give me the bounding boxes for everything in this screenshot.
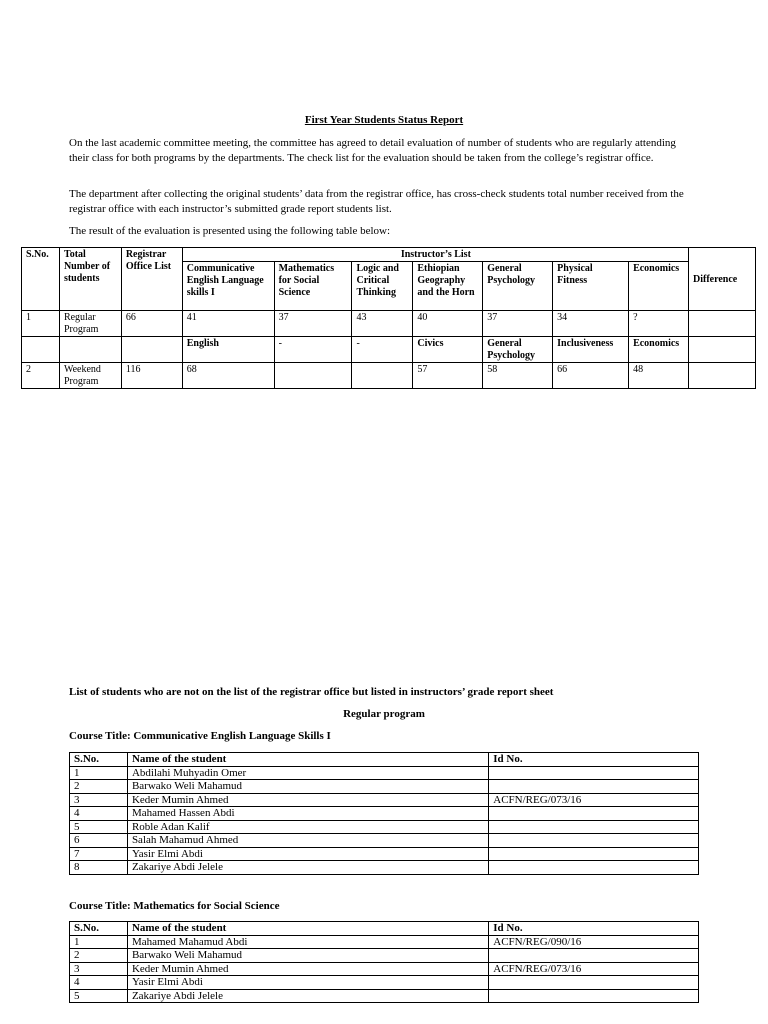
cell-value [274, 363, 352, 389]
cell-value: 34 [553, 311, 629, 337]
header-name: Name of the student [127, 922, 488, 936]
cell-sno: 3 [70, 962, 128, 976]
table-row [70, 793, 699, 807]
cell-id [489, 861, 699, 875]
cell-program: Regular Program [59, 311, 121, 337]
cell-name: Yasir Elmi Abdi [127, 847, 488, 861]
method-paragraph: The department after collecting the original students’ data from the registrar office, has cross-check students total number received from the registrar office with each instructor’s submitted grade report students list. [69, 188, 684, 215]
section-heading: List of students who are not on the list of the registrar office but listed in instructors’ grade report sheet [69, 686, 554, 698]
cell-registrar: 66 [121, 311, 182, 337]
cell-sno: 5 [70, 820, 128, 834]
cell-difference [689, 363, 756, 389]
header-sno: S.No. [70, 922, 128, 936]
course-header: Communicative English Language skills I [182, 262, 274, 311]
table-row [70, 935, 699, 949]
table-row [70, 861, 699, 875]
cell-value: 48 [629, 363, 689, 389]
table-row [70, 976, 699, 990]
cell-value: 37 [274, 311, 352, 337]
cell-name: Barwako Weli Mahamud [127, 780, 488, 794]
course-header: Mathematics for Social Science [274, 262, 352, 311]
cell-difference [689, 311, 756, 337]
cell-program: Weekend Program [59, 363, 121, 389]
cell-sno: 5 [70, 989, 128, 1003]
table-row [70, 807, 699, 821]
cell-value: 40 [413, 311, 483, 337]
cell-name: Barwako Weli Mahamud [127, 949, 488, 963]
cell-difference [689, 337, 756, 363]
cell-id: ACFN/REG/090/16 [489, 935, 699, 949]
table-row [70, 834, 699, 848]
cell-value: 66 [553, 363, 629, 389]
table-row [22, 337, 756, 363]
cell-id [489, 847, 699, 861]
cell-sno: 1 [22, 311, 60, 337]
evaluation-table [21, 247, 756, 389]
cell-sno: 1 [70, 935, 128, 949]
cell-sno: 2 [70, 780, 128, 794]
cell-id [489, 834, 699, 848]
header-registrar: Registrar Office List [121, 248, 182, 311]
course-header: Ethiopian Geography and the Horn [413, 262, 483, 311]
cell-sno: 2 [22, 363, 60, 389]
cell-id [489, 976, 699, 990]
cell-sno: 4 [70, 976, 128, 990]
cell-value: 43 [352, 311, 413, 337]
cell-registrar [121, 337, 182, 363]
cell-id [489, 780, 699, 794]
cell-name: Salah Mahamud Ahmed [127, 834, 488, 848]
cell-id [489, 766, 699, 780]
cell-value: 57 [413, 363, 483, 389]
cell-id: ACFN/REG/073/16 [489, 962, 699, 976]
intro-paragraph: On the last academic committee meeting, the committee has agreed to detail evaluation of number of students who are regularly attending their class for both programs by the departments. The check list for the evaluation should be taken from the college’s registrar office. [69, 137, 676, 164]
cell-value: 37 [483, 311, 553, 337]
cell-sno: 1 [70, 766, 128, 780]
cell-id [489, 949, 699, 963]
cell-name: Mahamed Hassen Abdi [127, 807, 488, 821]
cell-sno: 7 [70, 847, 128, 861]
table-row [70, 820, 699, 834]
course-header: Economics [629, 262, 689, 311]
program-subheading: Regular program [343, 708, 425, 720]
course-header: General Psychology [483, 262, 553, 311]
table-row [70, 949, 699, 963]
header-id: Id No. [489, 922, 699, 936]
cell-course-name: - [274, 337, 352, 363]
result-paragraph: The result of the evaluation is presented using the following table below: [69, 225, 391, 237]
cell-id [489, 989, 699, 1003]
header-instructors: Instructor’s List [182, 248, 688, 262]
cell-id [489, 820, 699, 834]
header-total: Total Number of students [59, 248, 121, 311]
table-row [70, 847, 699, 861]
cell-name: Yasir Elmi Abdi [127, 976, 488, 990]
cell-sno: 8 [70, 861, 128, 875]
table-row [70, 962, 699, 976]
cell-registrar: 116 [121, 363, 182, 389]
cell-sno: 6 [70, 834, 128, 848]
cell-name: Zakariye Abdi Jelele [127, 989, 488, 1003]
cell-program [59, 337, 121, 363]
cell-course-name: Economics [629, 337, 689, 363]
cell-name: Keder Mumin Ahmed [127, 962, 488, 976]
cell-value: 41 [182, 311, 274, 337]
cell-name: Zakariye Abdi Jelele [127, 861, 488, 875]
cell-sno: 4 [70, 807, 128, 821]
report-title: First Year Students Status Report [304, 114, 464, 126]
cell-value: ? [629, 311, 689, 337]
table-row [22, 363, 756, 389]
cell-course-name: Inclusiveness [553, 337, 629, 363]
cell-id: ACFN/REG/073/16 [489, 793, 699, 807]
cell-sno: 2 [70, 949, 128, 963]
cell-value: 68 [182, 363, 274, 389]
cell-course-name: - [352, 337, 413, 363]
cell-course-name: English [182, 337, 274, 363]
table-row [70, 780, 699, 794]
cell-name: Roble Adan Kalif [127, 820, 488, 834]
table-row [70, 766, 699, 780]
cell-value [352, 363, 413, 389]
header-difference: Difference [689, 248, 756, 311]
student-list-math [69, 921, 699, 1003]
course-title-math: Course Title: Mathematics for Social Science [69, 900, 280, 912]
course-title-english: Course Title: Communicative English Language Skills I [69, 730, 331, 742]
cell-id [489, 807, 699, 821]
table-row [70, 989, 699, 1003]
header-name: Name of the student [127, 753, 488, 767]
course-header: Logic and Critical Thinking [352, 262, 413, 311]
cell-course-name: General Psychology [483, 337, 553, 363]
header-sno: S.No. [22, 248, 60, 311]
cell-name: Abdilahi Muhyadin Omer [127, 766, 488, 780]
course-header: Physical Fitness [553, 262, 629, 311]
cell-name: Keder Mumin Ahmed [127, 793, 488, 807]
cell-sno [22, 337, 60, 363]
table-row [22, 311, 756, 337]
cell-name: Mahamed Mahamud Abdi [127, 935, 488, 949]
student-list-english [69, 752, 699, 875]
cell-course-name: Civics [413, 337, 483, 363]
cell-value: 58 [483, 363, 553, 389]
header-sno: S.No. [70, 753, 128, 767]
cell-sno: 3 [70, 793, 128, 807]
header-id: Id No. [489, 753, 699, 767]
